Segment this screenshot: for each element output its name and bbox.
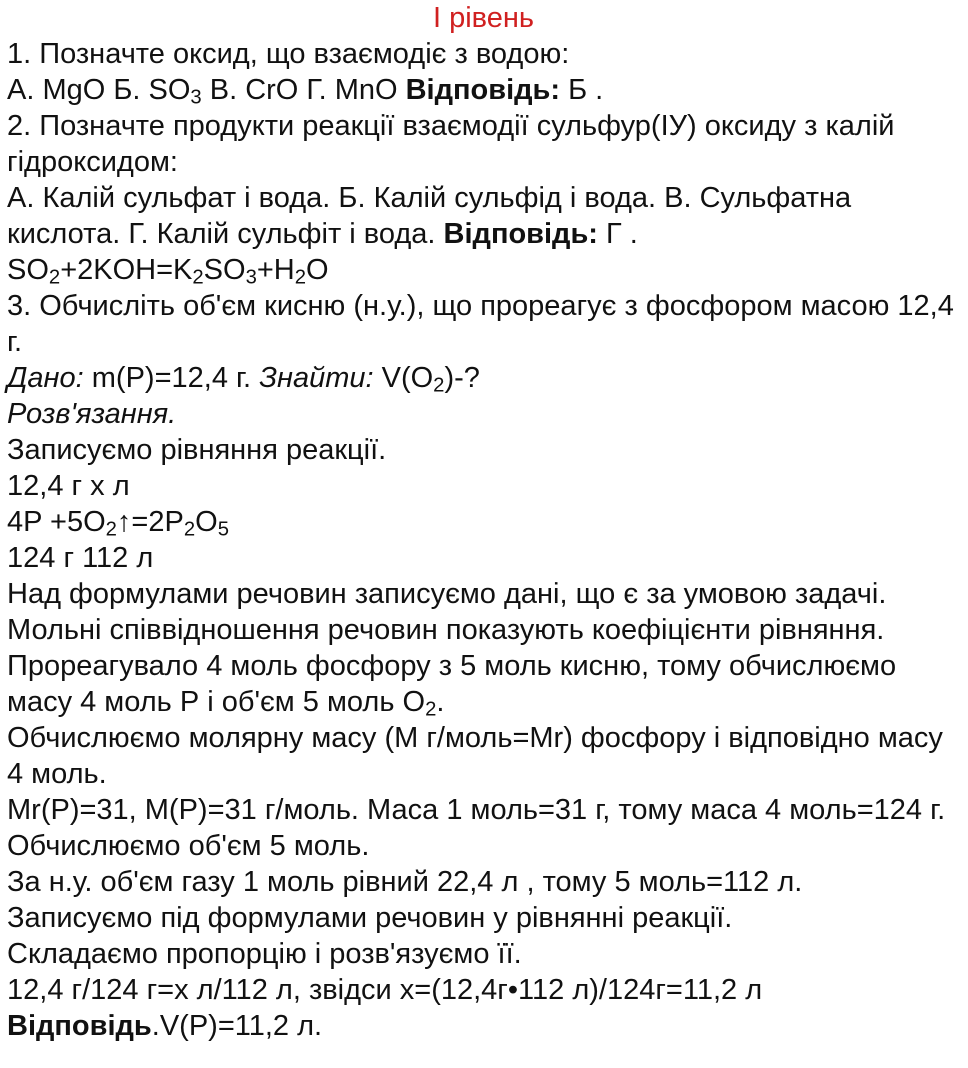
q3-given-line — [7, 360, 960, 396]
given-value: m(P)=12,4 г. — [91, 362, 252, 394]
solution-line-6: Мольні співвідношення речовин показують коефіцієнти рівняння. — [7, 614, 885, 646]
q1-options: А. MgO Б. $SO_3$ В. CrO Г. MnO — [7, 74, 398, 109]
solution-label: Розв'язання. — [7, 398, 177, 430]
final-answer: .V(P)=11,2 л. — [151, 1010, 323, 1042]
find-label: Знайти: — [259, 362, 374, 394]
solution-line-11: За н.у. об'єм газу 1 моль рівний 22,4 л , тому 5 моль=112 л. — [7, 866, 803, 898]
given-label: Дано: — [7, 362, 84, 394]
solution-line-12: Записуємо під формулами речовин у рівнянні реакції. — [7, 902, 733, 934]
reaction-equation: $4P +5O_2↑=2P_2O_5$ — [7, 506, 229, 541]
level-title: І рівень — [432, 2, 535, 34]
solution-line-10: Обчислюємо об'єм 5 моль. — [7, 830, 370, 862]
q2-answer: Г . — [606, 218, 638, 250]
q2-equation: $SO_2+2KOH=K_2SO_3+H_2O$ — [7, 254, 329, 289]
q2-options: А. Калій сульфат і вода. Б. Калій сульфід і вода. В. Сульфатна кислота. Г. Калій сульфіт і вода. — [7, 182, 852, 250]
solution-line-1: Записуємо рівняння реакції. — [7, 434, 387, 466]
equation-below-values: 124 г 112 л — [7, 542, 154, 574]
final-answer-label: Відповідь — [7, 1010, 152, 1042]
q1-question: 1. Позначте оксид, що взаємодіє з водою: — [7, 38, 570, 70]
solution-line-14: 12,4 г/124 г=х л/112 л, звідси х=(12,4г•112 л)/124г=11,2 л — [7, 974, 763, 1006]
q2-answer-label: Відповідь: — [443, 218, 598, 250]
q1-options-line — [7, 72, 960, 108]
solution-line-8: Обчислюємо молярну масу (M г/моль=Mr) фосфору і відповідно масу 4 моль. — [7, 722, 943, 790]
solution-line-5: Над формулами речовин записуємо дані, що є за умовою задачі. — [7, 578, 887, 610]
solution-line-7: Прореагувало 4 моль фосфору з 5 моль кисню, тому обчислюємо масу 4 моль Р і об'єм 5 моль $O_2$. — [7, 650, 897, 721]
q1-answer-label: Відповідь: — [405, 74, 561, 106]
q1-answer: Б . — [568, 74, 604, 106]
q3-question: 3. Обчисліть об'єм кисню (н.у.), що прореагує з фосфором масою 12,4 г. — [7, 290, 954, 358]
q2-question: 2. Позначте продукти реакції взаємодії сульфур(IУ) оксиду з калій гідроксидом: — [7, 110, 895, 178]
find-value: $V(O_2)-$? — [381, 362, 480, 397]
final-answer-line — [7, 1008, 960, 1044]
solution-line-9: Mr(P)=31, M(P)=31 г/моль. Маса 1 моль=31 г, тому маса 4 моль=124 г. — [7, 794, 946, 826]
solution-line-13: Складаємо пропорцію і розв'язуємо її. — [7, 938, 522, 970]
q2-options-line — [7, 180, 960, 252]
equation-above-values: 12,4 г х л — [7, 470, 130, 502]
